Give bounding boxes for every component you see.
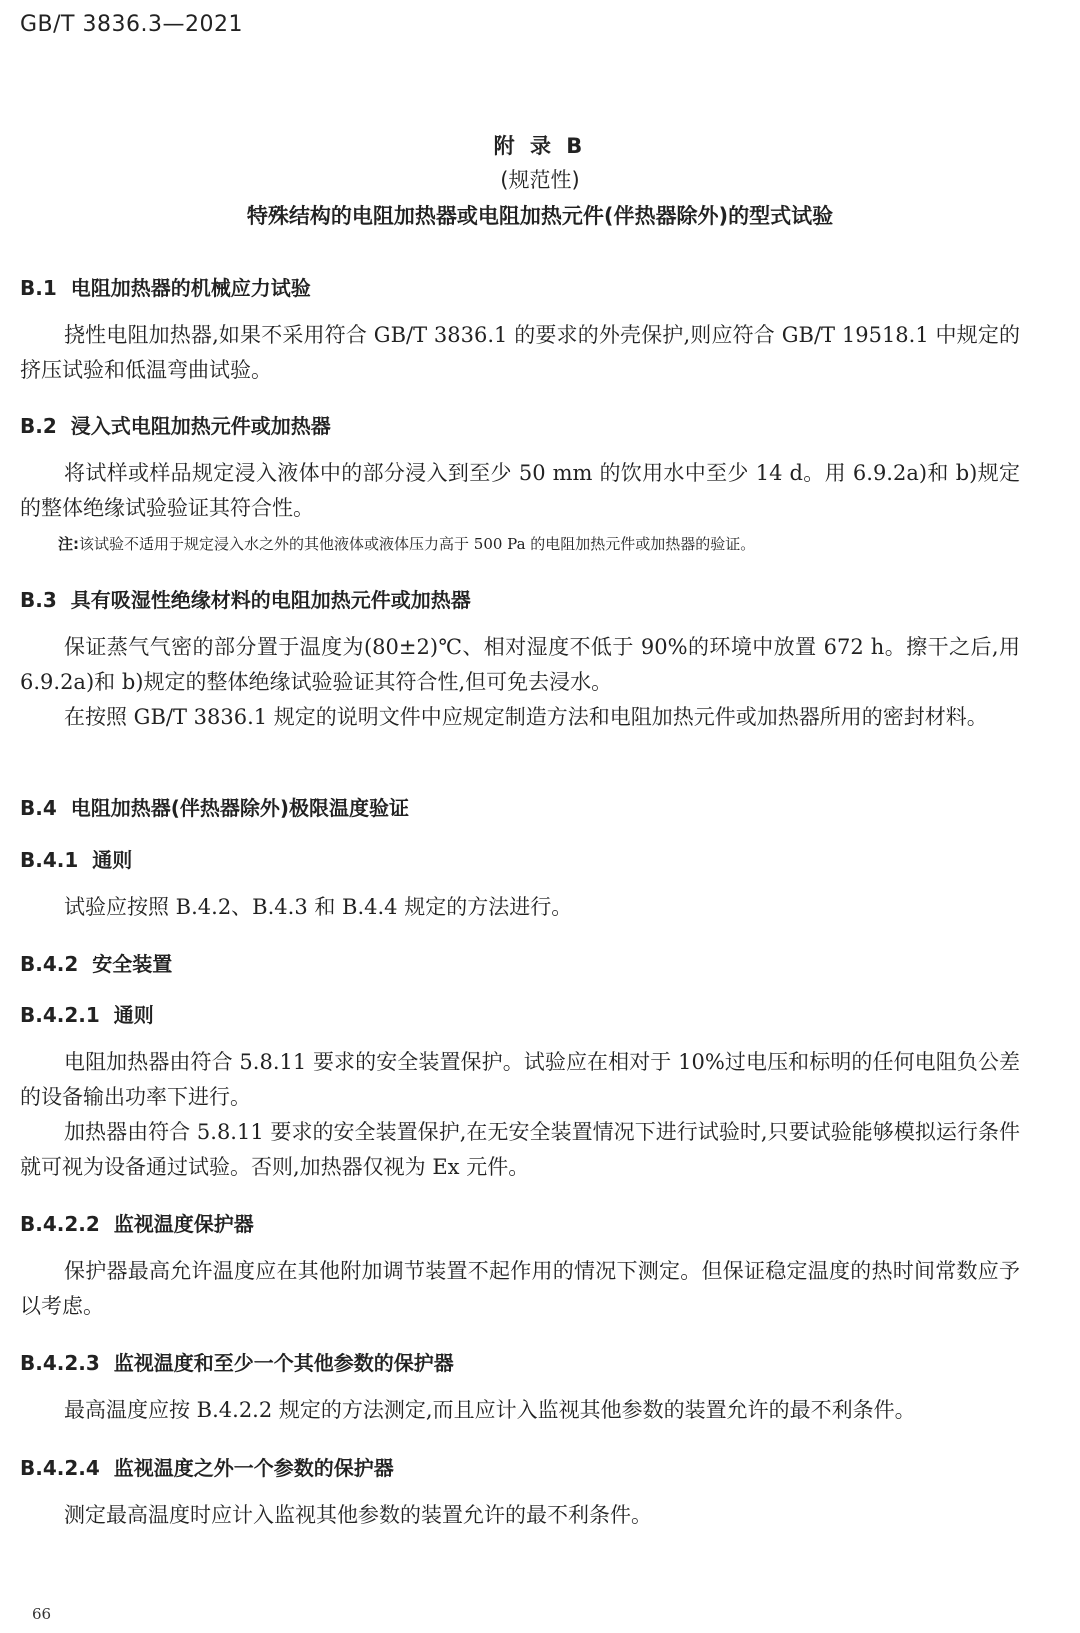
section-heading-b1 [20, 272, 311, 301]
note-text: 该试验不适用于规定浸入水之外的其他液体或液体压力高于 500 Pa 的电阻加热元件或加热器的验证。 [79, 535, 756, 553]
section-heading-b4-2 [20, 948, 172, 977]
paragraph: 保证蒸气气密的部分置于温度为(80±2)℃、相对湿度不低于 90%的环境中放置 672 h。擦干之后,用 6.9.2a)和 b)规定的整体绝缘试验验证其符合性,但可免去浸水。 [20, 635, 1020, 694]
paragraph: 最高温度应按 B.4.2.2 规定的方法测定,而且应计入监视其他参数的装置允许的最不利条件。 [64, 1398, 916, 1422]
paragraph: 加热器由符合 5.8.11 要求的安全装置保护,在无安全装置情况下进行试验时,只要试验能够模拟运行条件就可视为设备通过试验。否则,加热器仅视为 Ex 元件。 [20, 1120, 1020, 1179]
section-title: 浸入式电阻加热元件或加热器 [70, 414, 331, 438]
annex-type: (规范性) [500, 168, 580, 192]
section-number: B.4.2 [20, 952, 79, 976]
section-heading-b4-1 [20, 844, 132, 873]
annex-title: 附 录 B [493, 134, 587, 158]
section-number: B.3 [20, 588, 57, 612]
note [58, 533, 1018, 555]
section-number: B.4.2.2 [20, 1212, 100, 1236]
section-title: 电阻加热器(伴热器除外)极限温度验证 [70, 796, 410, 820]
paragraph: 在按照 GB/T 3836.1 规定的说明文件中应规定制造方法和电阻加热元件或加热器所用的密封材料。 [64, 705, 988, 729]
paragraph: 将试样或样品规定浸入液体中的部分浸入到至少 50 mm 的饮用水中至少 14 d。用 6.9.2a)和 b)规定的整体绝缘试验验证其符合性。 [20, 461, 1020, 520]
section-number: B.4.2.4 [20, 1456, 100, 1480]
section-title: 通则 [113, 1003, 154, 1027]
section-number: B.1 [20, 276, 57, 300]
section-title: 监视温度保护器 [113, 1212, 254, 1236]
section-title: 电阻加热器的机械应力试验 [70, 276, 311, 300]
paragraph: 挠性电阻加热器,如果不采用符合 GB/T 3836.1 的要求的外壳保护,则应符合 GB/T 19518.1 中规定的挤压试验和低温弯曲试验。 [20, 323, 1020, 382]
annex-name: 特殊结构的电阻加热器或电阻加热元件(伴热器除外)的型式试验 [246, 204, 834, 228]
section-title: 监视温度和至少一个其他参数的保护器 [113, 1351, 454, 1375]
section-heading-b4-2-2 [20, 1208, 254, 1237]
section-number: B.4 [20, 796, 57, 820]
paragraph: 电阻加热器由符合 5.8.11 要求的安全装置保护。试验应在相对于 10%过电压和标明的任何电阻负公差的设备输出功率下进行。 [20, 1050, 1020, 1109]
paragraph: 试验应按照 B.4.2、B.4.3 和 B.4.4 规定的方法进行。 [64, 895, 573, 919]
section-number: B.2 [20, 414, 57, 438]
page-number: 66 [32, 1605, 52, 1623]
section-number: B.4.2.3 [20, 1351, 100, 1375]
section-number: B.4.2.1 [20, 1003, 100, 1027]
section-heading-b4 [20, 792, 409, 821]
section-heading-b4-2-3 [20, 1347, 454, 1376]
paragraph: 测定最高温度时应计入监视其他参数的装置允许的最不利条件。 [64, 1503, 652, 1527]
section-title: 通则 [92, 848, 133, 872]
section-number: B.4.1 [20, 848, 79, 872]
paragraph: 保护器最高允许温度应在其他附加调节装置不起作用的情况下测定。但保证稳定温度的热时间常数应予以考虑。 [20, 1259, 1020, 1318]
document-code: GB/T 3836.3—2021 [20, 12, 243, 37]
section-title: 监视温度之外一个参数的保护器 [113, 1456, 394, 1480]
note-label: 注: [58, 535, 79, 553]
section-heading-b4-2-4 [20, 1452, 394, 1481]
section-heading-b3 [20, 584, 471, 613]
section-heading-b2 [20, 410, 331, 439]
section-heading-b4-2-1 [20, 999, 154, 1028]
section-title: 安全装置 [92, 952, 173, 976]
section-title: 具有吸湿性绝缘材料的电阻加热元件或加热器 [70, 588, 471, 612]
